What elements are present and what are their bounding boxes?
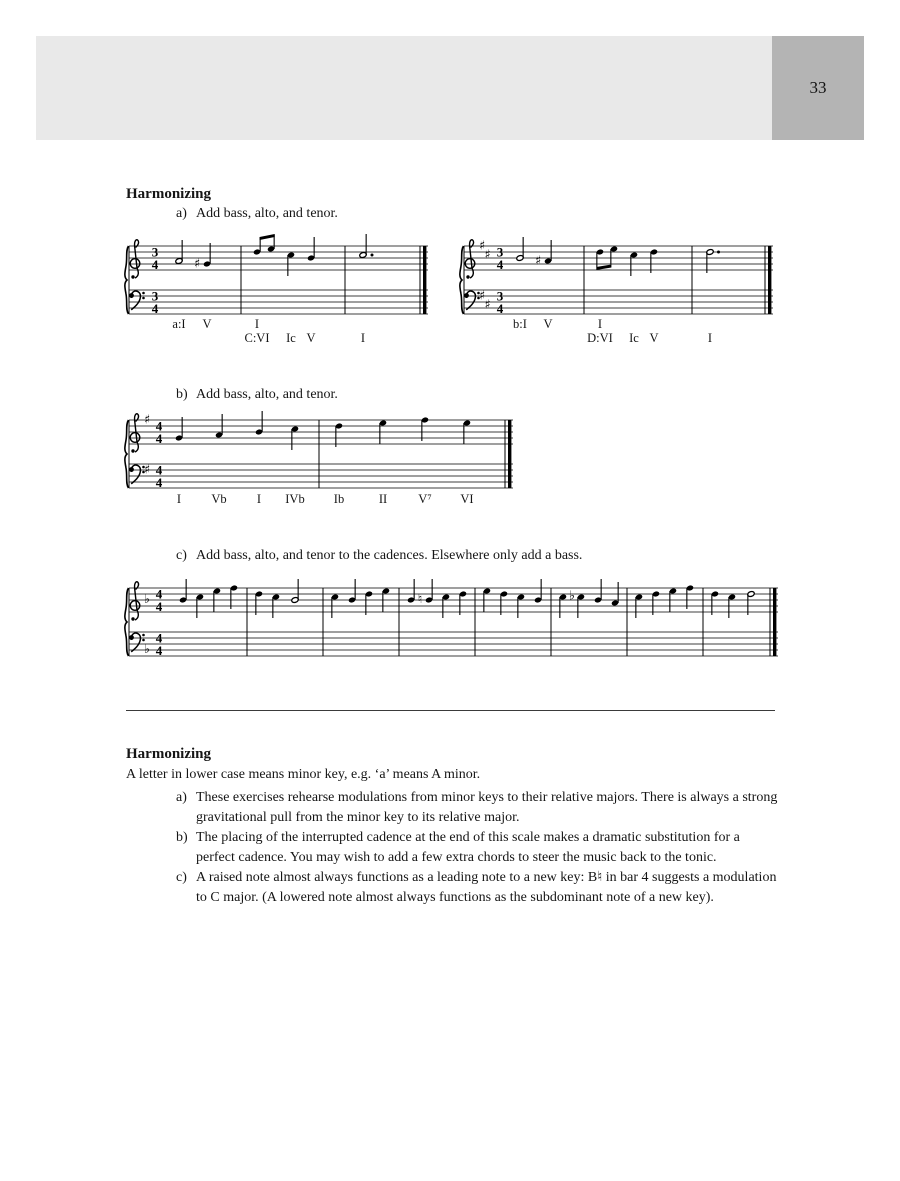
section-divider (126, 710, 775, 711)
chord-label: II (378, 492, 388, 506)
svg-text:♭: ♭ (144, 591, 150, 606)
note (365, 591, 373, 615)
item-text: A raised note almost always functions as a leading note to a new key: B♮ in bar 4 suggests a modulation to C major. (A lowered note almost always functions as the subdominant note of a new key). (196, 870, 777, 905)
svg-text:4: 4 (496, 257, 504, 272)
key-signature-one-flat (144, 591, 150, 656)
note (650, 249, 658, 273)
time-signature-4-4 (156, 419, 163, 491)
treble-clef-icon (130, 582, 140, 621)
note (179, 579, 187, 603)
sharp-accidental: ♯ (534, 252, 542, 268)
chord-label: V (306, 331, 316, 345)
system-brace (460, 246, 464, 314)
final-barline-thick (423, 246, 426, 314)
note-a (176, 788, 778, 828)
chord-label: V (649, 331, 659, 345)
final-barline-thick (773, 588, 776, 656)
chord-label: C:VI (244, 331, 270, 345)
item-text: Add bass, alto, and tenor. (196, 387, 338, 402)
chord-label: V (202, 317, 212, 331)
augmentation-dot (371, 254, 374, 257)
key-signature-two-sharps (479, 238, 491, 312)
note-c (176, 868, 778, 908)
note (459, 591, 467, 615)
bass-clef-icon (129, 465, 145, 484)
bass-clef-icon (464, 291, 480, 310)
svg-text:4: 4 (151, 301, 159, 316)
augmentation-dot (717, 251, 720, 254)
note (307, 237, 315, 261)
sharp-accidental: ♯ (193, 255, 201, 271)
page-number-box (772, 36, 864, 140)
svg-text:3: 3 (151, 244, 159, 260)
svg-text:4: 4 (155, 599, 163, 614)
barlines (247, 588, 703, 656)
treble-staff-lines (129, 246, 428, 270)
bass-staff-lines (129, 461, 513, 488)
bass-staff-lines (129, 632, 778, 656)
note (230, 585, 238, 609)
svg-text:4: 4 (151, 257, 159, 272)
final-barline-thick (508, 420, 511, 488)
exercise-b-instruction (176, 387, 338, 403)
chord-labels-a-right (458, 317, 773, 347)
chord-label: D:VI (587, 331, 613, 345)
treble-staff-lines (129, 420, 513, 444)
svg-text:♭: ♭ (144, 641, 150, 656)
note (255, 411, 263, 435)
note (594, 579, 602, 603)
header-band (36, 36, 864, 140)
chord-label: I (254, 317, 260, 331)
item-label: b) (176, 387, 188, 402)
music-system-c (123, 578, 778, 664)
item-text: The placing of the interrupted cadence at the end of this scale makes a dramatic substitution for a perfect cadence. You may wish to add a few extra chords to steer the music back to the tonic. (196, 830, 740, 865)
chord-labels-a-left (123, 317, 428, 347)
note (425, 579, 433, 603)
note (421, 417, 429, 441)
note (534, 579, 542, 603)
treble-staff-lines (129, 588, 778, 612)
chord-label: VI (460, 492, 474, 506)
note (652, 591, 660, 615)
treble-clef-icon (130, 240, 140, 279)
item-text: Add bass, alto, and tenor. (196, 206, 338, 221)
svg-text:♯: ♯ (484, 296, 491, 312)
note (175, 417, 183, 441)
chord-label: IVb (285, 492, 305, 506)
svg-text:4: 4 (155, 431, 163, 446)
treble-clef-icon (130, 414, 140, 453)
page-number: 33 (809, 78, 827, 97)
section2-intro: A letter in lower case means minor key, e.g. ‘a’ means A minor. (126, 767, 481, 782)
svg-text:4: 4 (155, 475, 163, 490)
system-brace (125, 246, 129, 314)
system-brace (125, 420, 129, 488)
note (706, 249, 714, 273)
item-label: a) (176, 790, 187, 805)
exercise-c-instruction (176, 548, 582, 564)
svg-text:3: 3 (496, 288, 504, 304)
chord-label: I (176, 492, 182, 506)
chord-label: Vb (211, 492, 227, 506)
note-b (176, 828, 778, 868)
chord-label: I (597, 317, 603, 331)
system-brace (125, 588, 129, 656)
svg-text:4: 4 (155, 586, 163, 602)
chord-label: b:I (513, 317, 527, 331)
chord-label: Ib (333, 492, 345, 506)
note (500, 591, 508, 615)
svg-text:4: 4 (496, 301, 504, 316)
final-barline-thick (768, 246, 771, 314)
music-system-b (123, 410, 513, 496)
svg-text:♯: ♯ (143, 411, 151, 427)
chord-label: V (543, 317, 553, 331)
barlines (584, 246, 692, 314)
svg-text:4: 4 (155, 418, 163, 434)
svg-text:♯: ♯ (143, 461, 151, 477)
note (686, 585, 694, 609)
svg-text:3: 3 (496, 244, 504, 260)
section2-heading: Harmonizing (126, 746, 211, 762)
chord-label: Ic (286, 331, 296, 345)
note (407, 579, 415, 603)
item-text: Add bass, alto, and tenor to the cadences. Elsewhere only add a bass. (196, 548, 583, 563)
chord-label: Ic (629, 331, 639, 345)
exercise-a-instruction (176, 206, 338, 222)
chord-labels-b (123, 492, 513, 522)
svg-text:♯: ♯ (478, 287, 486, 303)
bass-staff-lines (464, 287, 773, 314)
note (747, 591, 755, 615)
chord-label: V⁷ (418, 492, 432, 506)
note (291, 579, 299, 603)
section1-heading: Harmonizing (126, 186, 211, 202)
chord-label: I (256, 492, 262, 506)
chord-label: I (360, 331, 366, 345)
svg-text:♯: ♯ (484, 246, 491, 262)
chord-label: I (707, 331, 713, 345)
note (348, 579, 356, 603)
note (335, 423, 343, 447)
note (203, 243, 211, 267)
natural-accidental: ♮ (417, 591, 423, 606)
bass-staff-lines (129, 290, 428, 314)
time-signature-3-4 (152, 245, 159, 317)
treble-staff-lines (464, 246, 773, 270)
item-text: These exercises rehearse modulations from minor keys to their relative majors. There is always a strong gravitational pull from the minor key to its relative major. (196, 790, 778, 825)
svg-text:4: 4 (155, 462, 163, 478)
music-system-a-left (123, 236, 428, 322)
note (516, 237, 524, 261)
item-label: b) (176, 830, 188, 845)
svg-text:4: 4 (155, 643, 163, 658)
svg-text:3: 3 (151, 288, 159, 304)
note (255, 591, 263, 615)
svg-text:♯: ♯ (478, 237, 486, 253)
flat-accidental: ♭ (569, 587, 575, 603)
item-label: c) (176, 870, 187, 885)
time-signature-4-4 (156, 587, 163, 659)
bass-clef-icon (129, 291, 145, 310)
svg-text:4: 4 (155, 630, 163, 646)
music-system-a-right (458, 236, 773, 322)
bass-clef-icon (129, 633, 145, 652)
chord-label: a:I (172, 317, 186, 331)
treble-clef-icon (465, 240, 475, 279)
item-label: c) (176, 548, 187, 563)
item-label: a) (176, 206, 187, 221)
time-signature-3-4 (497, 245, 504, 317)
note (711, 591, 719, 615)
